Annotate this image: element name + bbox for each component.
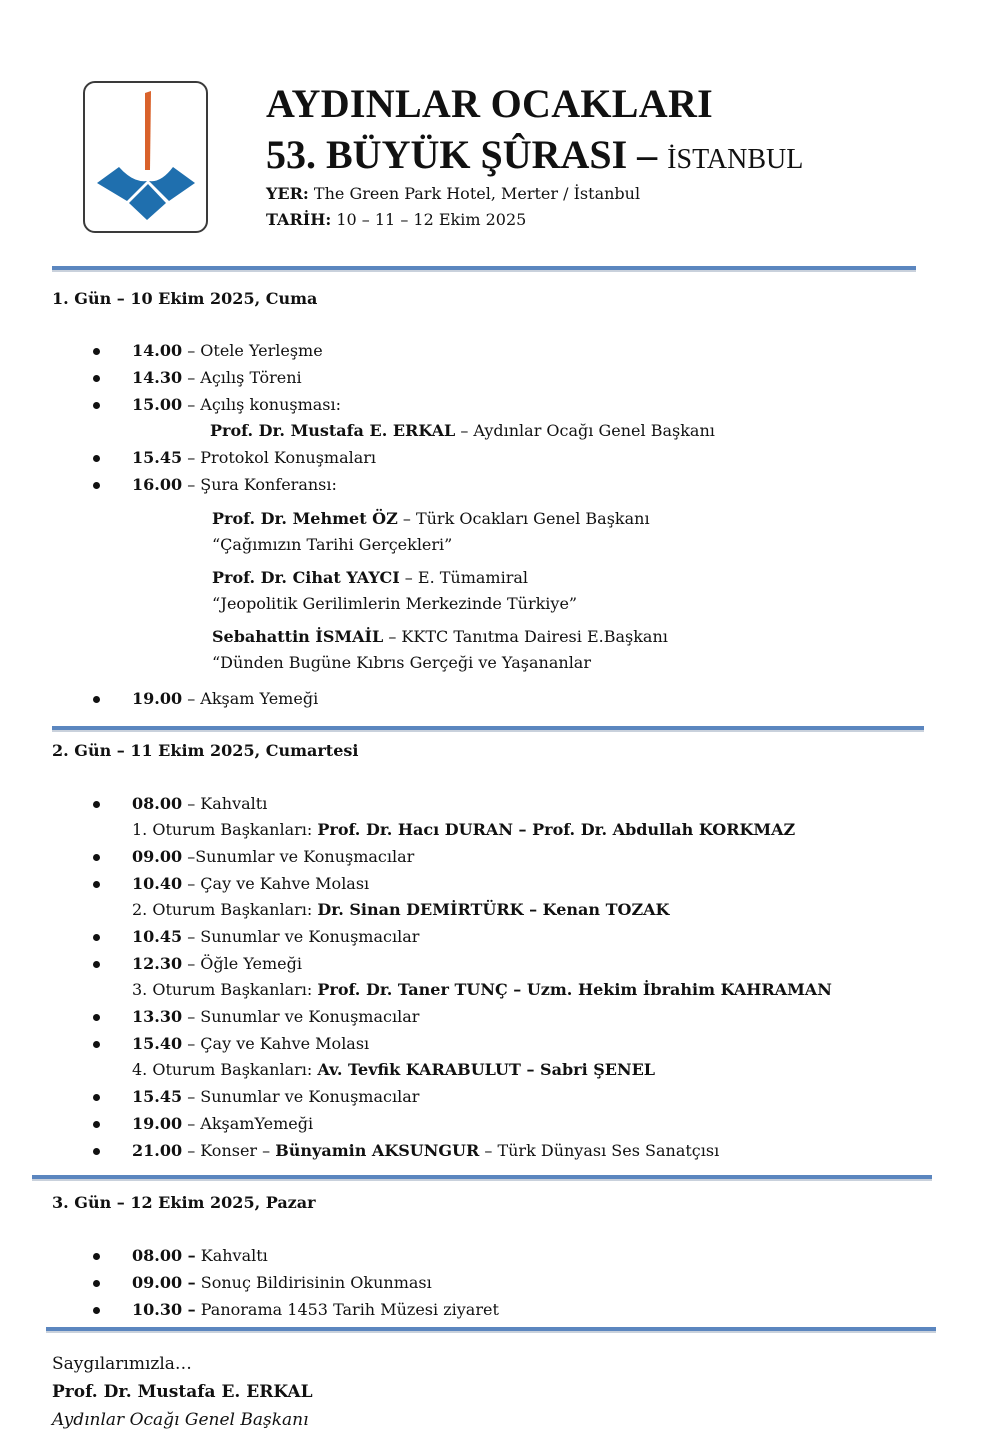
item-time: 09.00 – [132, 1273, 196, 1292]
session-label: 3. Oturum Başkanları: [132, 980, 318, 999]
item-text: – AkşamYemeği [182, 1114, 314, 1133]
event-title-main: 53. BÜYÜK ŞÛRASI – [266, 132, 658, 177]
session-chair-names: Prof. Dr. Taner TUNÇ – Uzm. Hekim İbrahim KAHRAMAN [317, 980, 832, 999]
session-label: 2. Oturum Başkanları: [132, 900, 318, 919]
item-time: 08.00 [132, 794, 183, 813]
aydinlar-ocaklari-logo-icon [85, 83, 206, 231]
section-divider [46, 1327, 936, 1331]
item-time: 15.00 [132, 395, 183, 414]
item-time: 19.00 [132, 1114, 183, 1133]
item-time: 19.00 [132, 689, 183, 708]
performer-name: Bünyamin AKSUNGUR [275, 1141, 480, 1160]
topic-title: “Jeopolitik Gerilimlerin Merkezinde Türkiye” [212, 594, 578, 613]
item-text: – Öğle Yemeği [182, 954, 302, 973]
item-text: – Akşam Yemeği [182, 689, 319, 708]
item-time: 15.45 [132, 1087, 183, 1106]
item-text: – Açılış konuşması: [182, 395, 342, 414]
performer-role: – Türk Dünyası Ses Sanatçısı [479, 1141, 720, 1160]
bullet-icon [93, 961, 100, 968]
bullet-icon [93, 1148, 100, 1155]
section-divider [52, 266, 916, 270]
speaker-name: Prof. Dr. Mehmet ÖZ [212, 509, 398, 528]
item-text: – Açılış Töreni [182, 368, 302, 387]
speaker-name: Sebahattin İSMAİL [212, 627, 384, 646]
topic-title: “Çağımızın Tarihi Gerçekleri” [212, 535, 453, 554]
item-text: Panorama 1453 Tarih Müzesi ziyaret [195, 1300, 499, 1319]
bullet-icon [93, 881, 100, 888]
bullet-icon [93, 375, 100, 382]
day-2-heading: 2. Gün – 11 Ekim 2025, Cumartesi [52, 741, 359, 760]
bullet-icon [93, 402, 100, 409]
item-text: Sonuç Bildirisinin Okunması [195, 1273, 432, 1292]
organization-logo [83, 81, 208, 233]
closing-greeting: Saygılarımızla… [52, 1354, 192, 1374]
date-label: TARİH: [266, 210, 332, 229]
event-city: İSTANBUL [667, 144, 804, 175]
item-text: – Otele Yerleşme [182, 341, 323, 360]
item-text: – Protokol Konuşmaları [182, 448, 377, 467]
item-time: 08.00 – [132, 1246, 196, 1265]
date-value: 10 – 11 – 12 Ekim 2025 [336, 210, 527, 229]
item-text: – Çay ve Kahve Molası [182, 874, 370, 893]
signatory-name: Prof. Dr. Mustafa E. ERKAL [52, 1382, 313, 1402]
speaker-name: Prof. Dr. Cihat YAYCI [212, 568, 400, 587]
item-text: – Şura Konferansı: [182, 475, 337, 494]
topic-title: “Dünden Bugüne Kıbrıs Gerçeği ve Yaşananlar [212, 653, 591, 672]
speaker-name: Prof. Dr. Mustafa E. ERKAL [210, 421, 456, 440]
event-title [266, 133, 803, 182]
session-label: 4. Oturum Başkanları: [132, 1060, 318, 1079]
bullet-icon [93, 1014, 100, 1021]
item-text: – Konser – [182, 1141, 276, 1160]
venue-line [266, 184, 640, 204]
speaker-role: – Türk Ocakları Genel Başkanı [397, 509, 650, 528]
bullet-icon [93, 455, 100, 462]
speaker-role: – KKTC Tanıtma Dairesi E.Başkanı [383, 627, 668, 646]
item-text: – Çay ve Kahve Molası [182, 1034, 370, 1053]
item-time: 10.45 [132, 927, 183, 946]
item-text: – Sunumlar ve Konuşmacılar [182, 1087, 420, 1106]
item-time: 12.30 [132, 954, 183, 973]
item-time: 15.45 [132, 448, 183, 467]
item-time: 10.40 [132, 874, 183, 893]
bullet-icon [93, 696, 100, 703]
item-text: – Sunumlar ve Konuşmacılar [182, 1007, 420, 1026]
venue-label: YER: [266, 184, 309, 203]
session-chair-names: Av. Tevfik KARABULUT – Sabri ŞENEL [317, 1060, 656, 1079]
item-time: 10.30 – [132, 1300, 196, 1319]
bullet-icon [93, 1280, 100, 1287]
item-text: – Kahvaltı [182, 794, 268, 813]
speaker-role: – Aydınlar Ocağı Genel Başkanı [455, 421, 715, 440]
item-time: 13.30 [132, 1007, 183, 1026]
item-time: 09.00 [132, 847, 183, 866]
day-1-heading: 1. Gün – 10 Ekim 2025, Cuma [52, 289, 318, 308]
section-divider [52, 726, 924, 730]
item-time: 15.40 [132, 1034, 183, 1053]
item-text: –Sunumlar ve Konuşmacılar [182, 847, 415, 866]
signatory-title: Aydınlar Ocağı Genel Başkanı [52, 1410, 309, 1430]
bullet-icon [93, 1253, 100, 1260]
bullet-icon [93, 1121, 100, 1128]
section-divider [32, 1175, 932, 1179]
bullet-icon [93, 1094, 100, 1101]
bullet-icon [93, 482, 100, 489]
speaker-role: – E. Tümamiral [399, 568, 529, 587]
item-time: 14.30 [132, 368, 183, 387]
event-organization-title: AYDINLAR OCAKLARI [266, 81, 714, 126]
item-text: Kahvaltı [195, 1246, 268, 1265]
day-3-heading: 3. Gün – 12 Ekim 2025, Pazar [52, 1193, 316, 1212]
bullet-icon [93, 1307, 100, 1314]
item-time: 16.00 [132, 475, 183, 494]
item-time: 14.00 [132, 341, 183, 360]
bullet-icon [93, 854, 100, 861]
item-time: 21.00 [132, 1141, 183, 1160]
session-label: 1. Oturum Başkanları: [132, 820, 318, 839]
item-text: – Sunumlar ve Konuşmacılar [182, 927, 420, 946]
logo-torch-bar [145, 91, 151, 170]
session-chair-names: Dr. Sinan DEMİRTÜRK – Kenan TOZAK [317, 900, 670, 919]
bullet-icon [93, 801, 100, 808]
bullet-icon [93, 348, 100, 355]
bullet-icon [93, 934, 100, 941]
bullet-icon [93, 1041, 100, 1048]
venue-value: The Green Park Hotel, Merter / İstanbul [313, 184, 641, 203]
session-chair-names: Prof. Dr. Hacı DURAN – Prof. Dr. Abdullah KORKMAZ [317, 820, 796, 839]
date-line [266, 210, 526, 230]
